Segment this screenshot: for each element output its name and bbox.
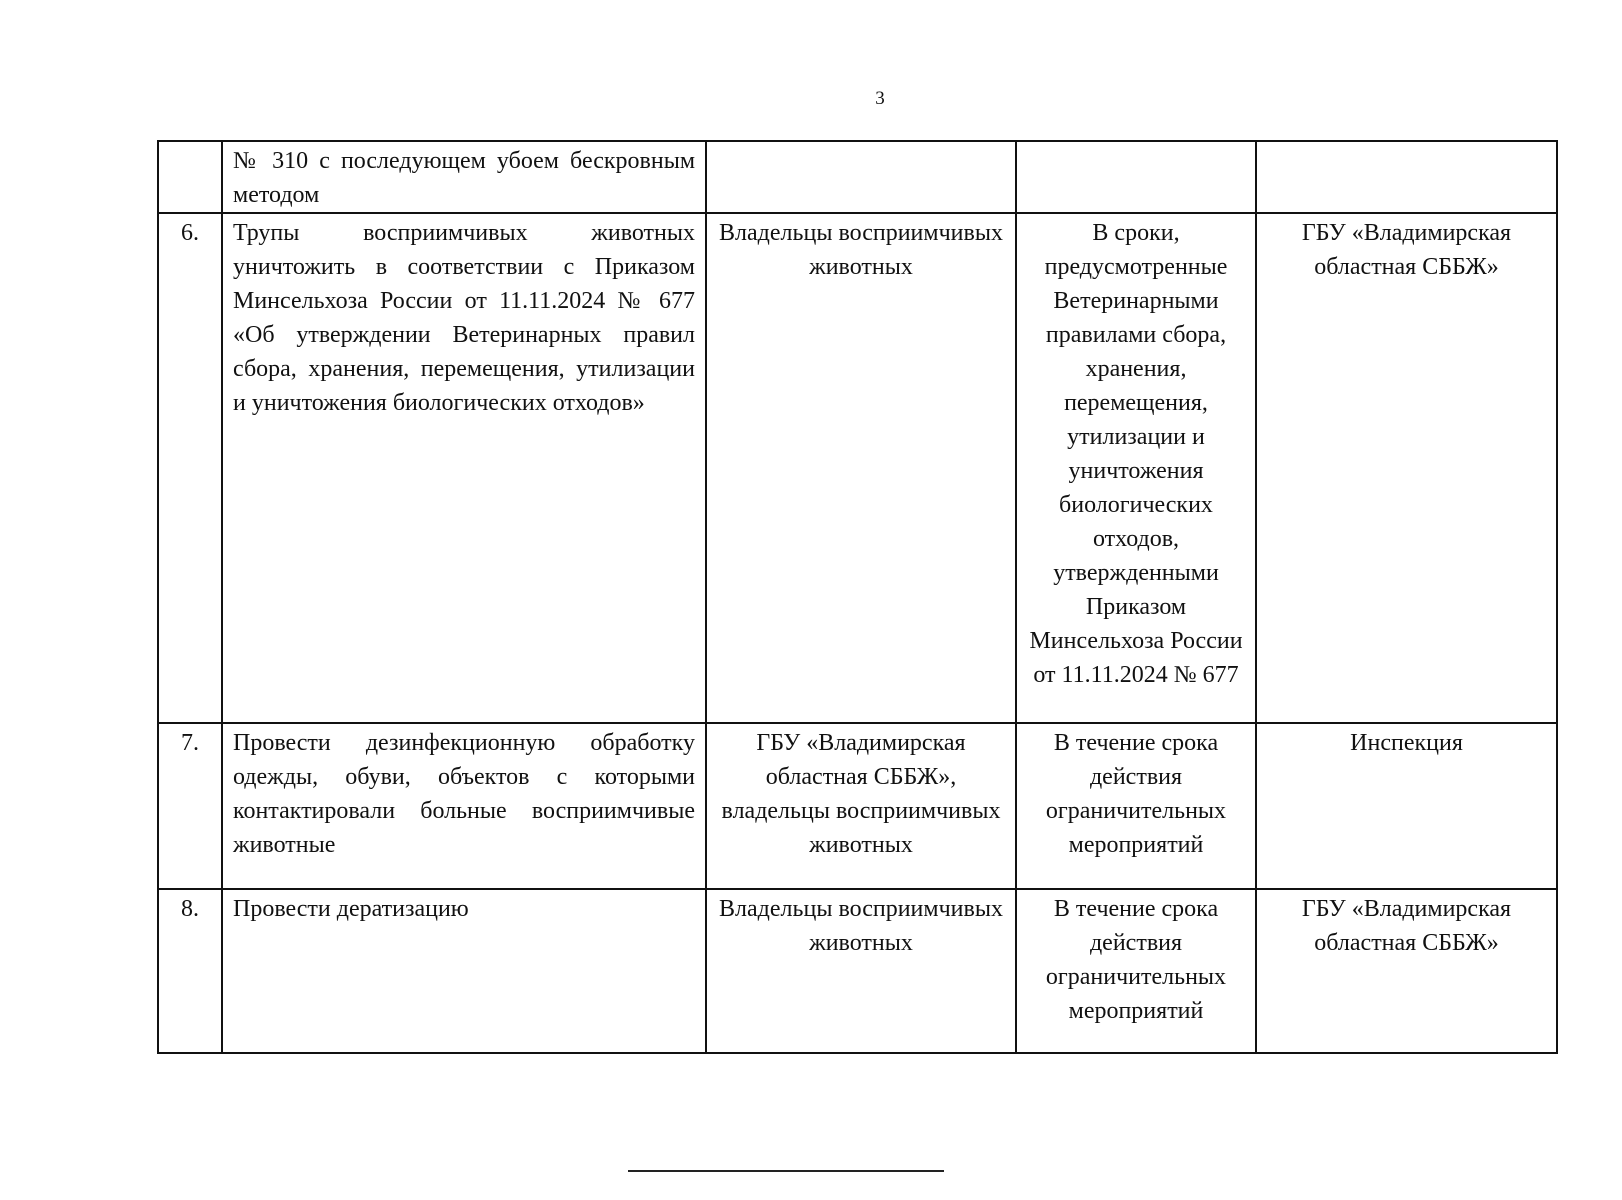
row-term: В течение срока действия ограничительных мероприятий [1016, 723, 1256, 889]
row-responsible: Инспекция [1256, 723, 1557, 889]
row-responsible: ГБУ «Владимирская областная СББЖ» [1256, 889, 1557, 1053]
row-executor: Владельцы восприимчивых животных [706, 213, 1016, 723]
row-term [1016, 141, 1256, 213]
row-executor: ГБУ «Владимирская областная СББЖ», владельцы восприимчивых животных [706, 723, 1016, 889]
table-row [158, 723, 1557, 889]
row-executor [706, 141, 1016, 213]
row-executor: Владельцы восприимчивых животных [706, 889, 1016, 1053]
footer-divider [628, 1170, 944, 1172]
table-row [158, 141, 1557, 213]
row-number: 8. [158, 889, 222, 1053]
row-number: 6. [158, 213, 222, 723]
table-row [158, 889, 1557, 1053]
row-term: В сроки, предусмотренные Ветеринарными правилами сбора, хранения, перемещения, утилизации и уничтожения биологических отходов, утвержденными Приказом Минсельхоза России от 11.11.2024 № 677 [1016, 213, 1256, 723]
row-action: Провести дезинфекционную обработку одежды, обуви, объектов с которыми контактировали больные восприимчивые животные [222, 723, 706, 889]
page-number: 3 [875, 88, 885, 109]
row-responsible: ГБУ «Владимирская областная СББЖ» [1256, 213, 1557, 723]
row-number [158, 141, 222, 213]
row-number: 7. [158, 723, 222, 889]
row-action: № 310 с последующем убоем бескровным методом [222, 141, 706, 213]
row-term: В течение срока действия ограничительных мероприятий [1016, 889, 1256, 1053]
row-action: Трупы восприимчивых животных уничтожить в соответствии с Приказом Минсельхоза России от 11.11.2024 № 677 «Об утверждении Ветеринарных правил сбора, хранения, перемещения, утилизации и уничтожения биологических отходов» [222, 213, 706, 723]
row-responsible [1256, 141, 1557, 213]
measures-table [157, 140, 1558, 1054]
row-action: Провести дератизацию [222, 889, 706, 1053]
table-row [158, 213, 1557, 723]
